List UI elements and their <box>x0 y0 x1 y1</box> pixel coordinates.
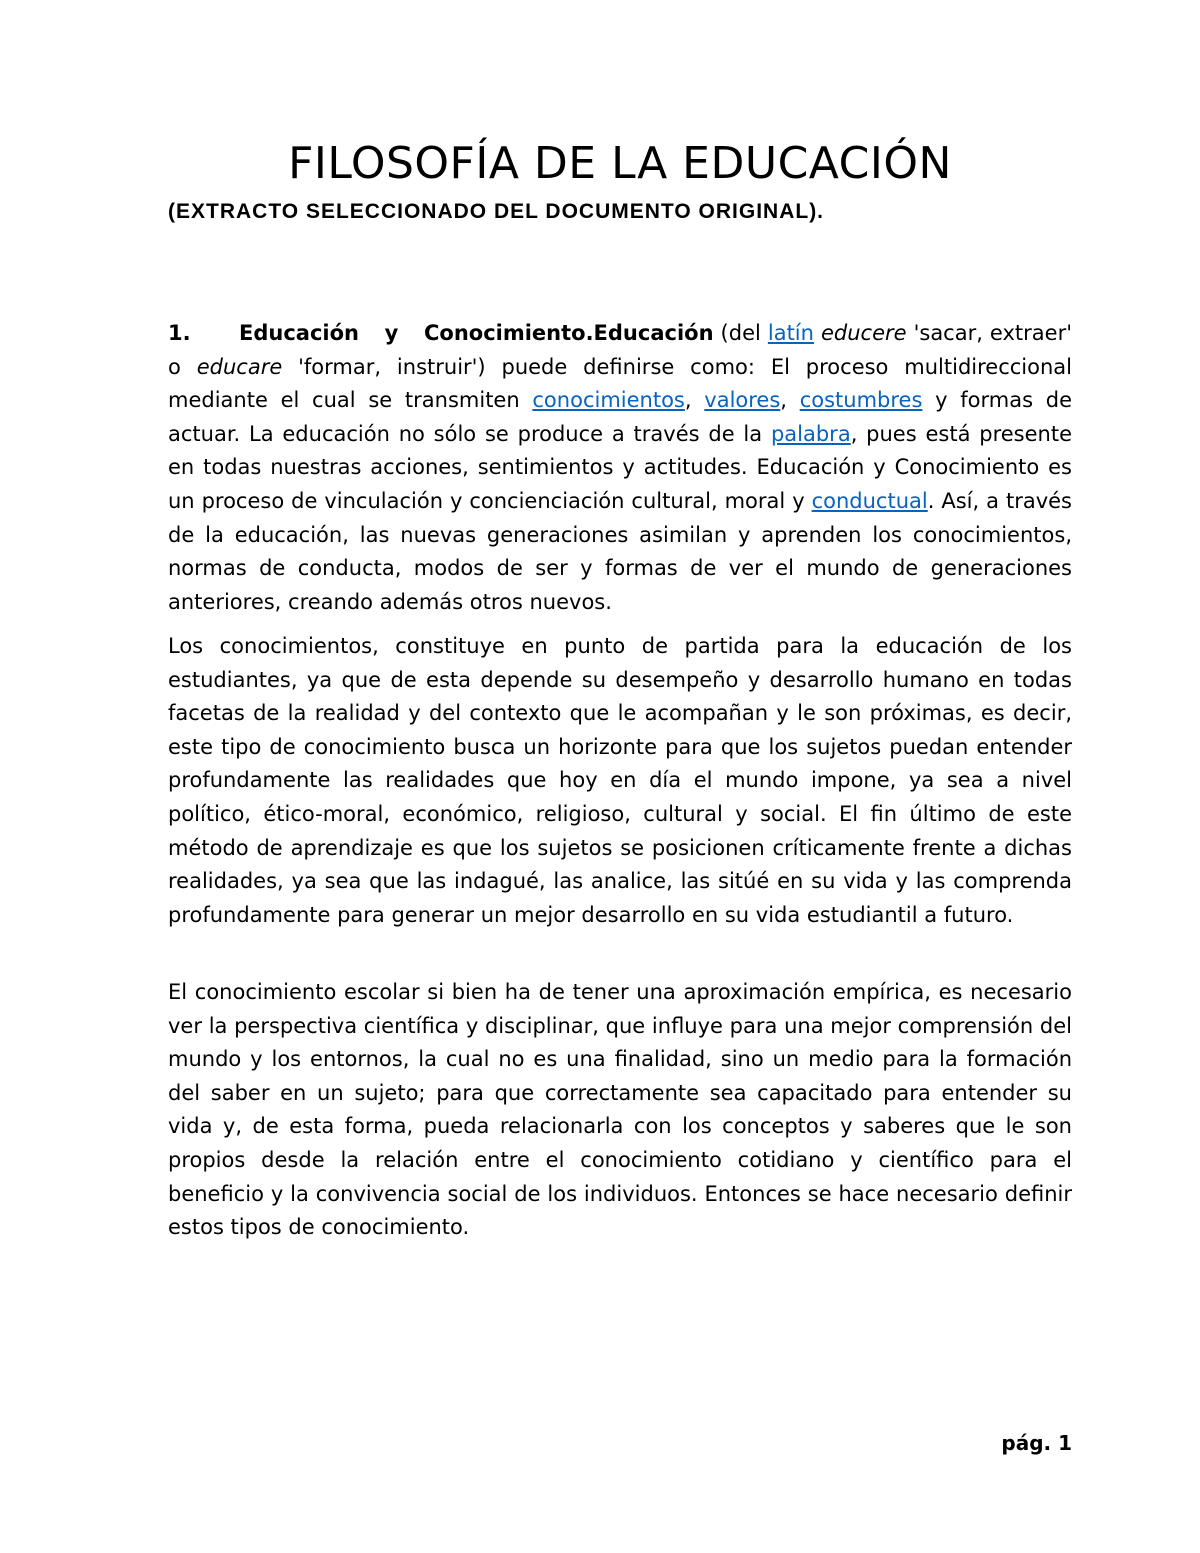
term-educare: educare <box>196 354 283 379</box>
text-run: . Así, a través de la educación, las nuevas generaciones asimilan y aprenden los conocimientos, normas de conducta, modos de ser y formas de ver el mundo de generaciones anteriores, creando además otros nuevos. <box>168 488 1072 614</box>
section-number: 1. <box>168 321 191 345</box>
text-run: , <box>780 388 800 413</box>
text-run: 'sacar, extraer' o <box>168 321 1072 379</box>
link-conocimientos[interactable]: conocimientos <box>532 388 685 413</box>
page-subtitle: (EXTRACTO SELECCIONADO DEL DOCUMENTO ORIGINAL). <box>168 200 825 223</box>
page-title: FILOSOFÍA DE LA EDUCACIÓN <box>288 138 952 189</box>
link-costumbres[interactable]: costumbres <box>799 388 923 413</box>
paragraph-1 <box>168 317 1072 619</box>
link-latin[interactable]: latín <box>767 321 814 345</box>
text-run <box>814 321 821 345</box>
section-heading: Educación y Conocimiento.Educación <box>239 321 714 345</box>
text-run: y formas de actuar. La educación no sólo se produce a través de la <box>168 388 1073 446</box>
text-run: 'formar, instruir') puede definirse como: El proceso multidireccional mediante el cual se transmiten <box>168 354 1072 413</box>
link-conductual[interactable]: conductual <box>811 488 928 513</box>
term-educere: educere <box>820 321 907 345</box>
text-run: (del <box>713 321 768 345</box>
text-run: , <box>684 388 705 413</box>
link-valores[interactable]: valores <box>704 388 781 413</box>
link-palabra[interactable]: palabra <box>770 421 851 446</box>
text-run: , pues está presente en todas nuestras acciones, sentimientos y actitudes. Educación y Conocimiento es un proceso de vinculación y concienciación cultural, moral y <box>168 421 1072 513</box>
paragraph-2: Los conocimientos, constituye en punto de partida para la educación de los estudiantes, ya que de esta depende su desempeño y desarrollo humano en todas facetas de la realidad y del contexto que le acompañan y le son próximas, es decir, este tipo de conocimiento busca un horizonte para que los sujetos puedan entender profundamente las realidades que hoy en día el mundo impone, ya sea a nivel político, ético-moral, económico, religioso, cultural y social. El fin último de este método de aprendizaje es que los sujetos se posicionen críticamente frente a dichas realidades, ya sea que las indagué, las analice, las sitúé en su vida y las comprenda profundamente para generar un mejor desarrollo en su vida estudiantil a futuro. <box>168 634 1072 927</box>
paragraph-3: El conocimiento escolar si bien ha de tener una aproximación empírica, es necesario ver la perspectiva científica y disciplinar, que influye para una mejor comprensión del mundo y los entornos, la cual no es una finalidad, sino un medio para la formación del saber en un sujeto; para que correctamente sea capacitado para entender su vida y, de esta forma, pueda relacionarla con los conceptos y saberes que le son propios desde la relación entre el conocimiento cotidiano y científico para el beneficio y la convivencia social de los individuos. Entonces se hace necesario definir estos tipos de conocimiento. <box>168 980 1072 1240</box>
page-number: pág. 1 <box>1001 1431 1072 1455</box>
